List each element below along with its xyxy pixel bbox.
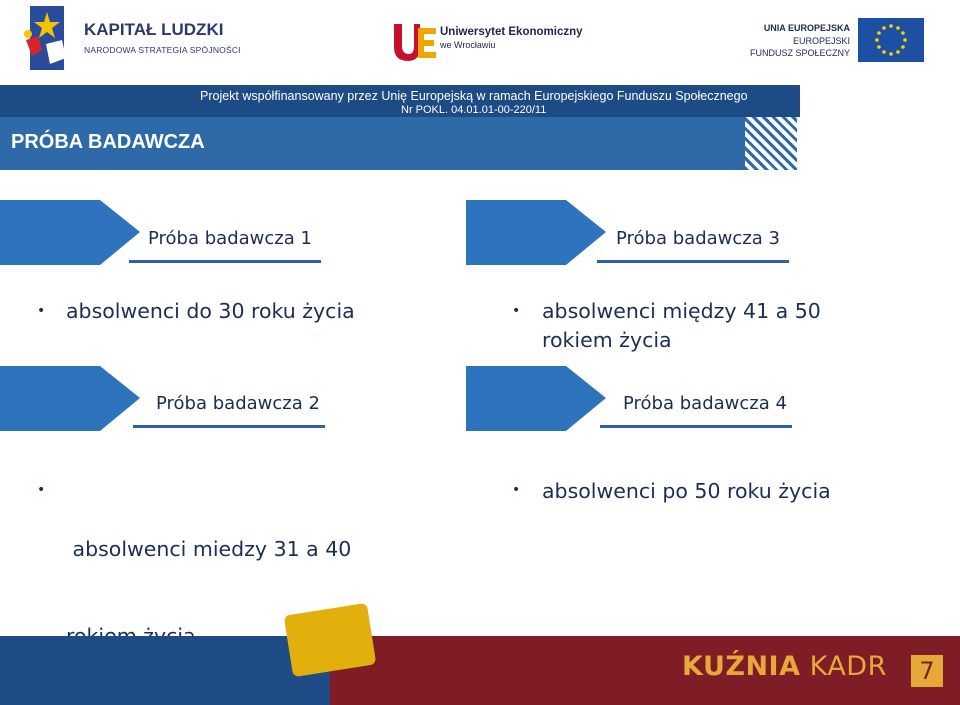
footer-brand-rest: KADR <box>800 651 887 682</box>
eu-flag-icon <box>858 18 924 62</box>
footer-brand <box>682 651 887 682</box>
sample-title-4: Próba badawcza 4 <box>623 393 787 414</box>
sample-desc-1-line-1: absolwenci do 30 roku życia <box>66 299 355 323</box>
chevron-arrow-icon <box>466 366 606 431</box>
sample-desc-1 <box>66 297 355 326</box>
ue-monogram-icon <box>392 20 438 62</box>
university-logo <box>392 20 582 64</box>
chevron-arrow-icon <box>0 200 140 265</box>
sample-title-1: Próba badawcza 1 <box>148 228 312 249</box>
sample-title-3: Próba badawcza 3 <box>616 228 780 249</box>
kapital-ludzki-title: KAPITAŁ LUDZKI <box>84 20 224 39</box>
footer-blue-panel <box>0 636 330 705</box>
sample-desc-3 <box>542 297 821 355</box>
eu-line-1: UNIA EUROPEJSKA <box>763 23 850 33</box>
project-number-line: Nr POKL. 04.01.01-00-220/11 <box>401 104 547 116</box>
university-city: we Wrocławiu <box>440 40 496 50</box>
sample-underline-2 <box>133 425 325 428</box>
footer-brand-bold: KUŹNIA <box>682 651 801 682</box>
university-name: Uniwersytet Ekonomiczny <box>440 26 583 38</box>
sample-desc-2-line-1: absolwenci miedzy 31 a 40 <box>66 537 352 561</box>
sample-underline-3 <box>597 260 789 263</box>
sample-desc-3-line-1: absolwenci między 41 a 50 <box>542 299 821 323</box>
bullet-icon: • <box>512 482 521 498</box>
eu-logo <box>749 18 928 64</box>
chevron-arrow-icon <box>466 200 606 265</box>
eu-line-3: FUNDUSZ SPOŁECZNY <box>749 48 850 58</box>
sample-desc-4-line-1: absolwenci po 50 roku życia <box>542 479 831 503</box>
bullet-icon: • <box>37 303 46 319</box>
kapital-ludzki-emblem-icon <box>22 6 72 70</box>
bullet-icon: • <box>37 482 46 498</box>
sample-desc-3-line-2: rokiem życia <box>542 328 672 352</box>
footer-gold-card-decoration <box>284 603 377 677</box>
chevron-arrow-icon <box>0 366 140 431</box>
page-title: PRÓBA BADAWCZA <box>11 131 205 153</box>
project-funding-line: Projekt współfinansowany przez Unię Europejską w ramach Europejskiego Funduszu Społecznego <box>200 89 748 103</box>
sample-underline-4 <box>600 425 792 428</box>
banner-hatch-decoration <box>745 117 797 170</box>
sample-title-2: Próba badawcza 2 <box>156 393 320 414</box>
bullet-icon: • <box>512 303 521 319</box>
kapital-ludzki-subtitle: NARODOWA STRATEGIA SPÓJNOŚCI <box>84 45 241 55</box>
sample-desc-4 <box>542 477 831 506</box>
kapital-ludzki-logo <box>22 6 241 70</box>
sample-underline-1 <box>129 260 321 263</box>
page-number: 7 <box>911 655 943 687</box>
eu-line-2: EUROPEJSKI <box>792 36 850 46</box>
